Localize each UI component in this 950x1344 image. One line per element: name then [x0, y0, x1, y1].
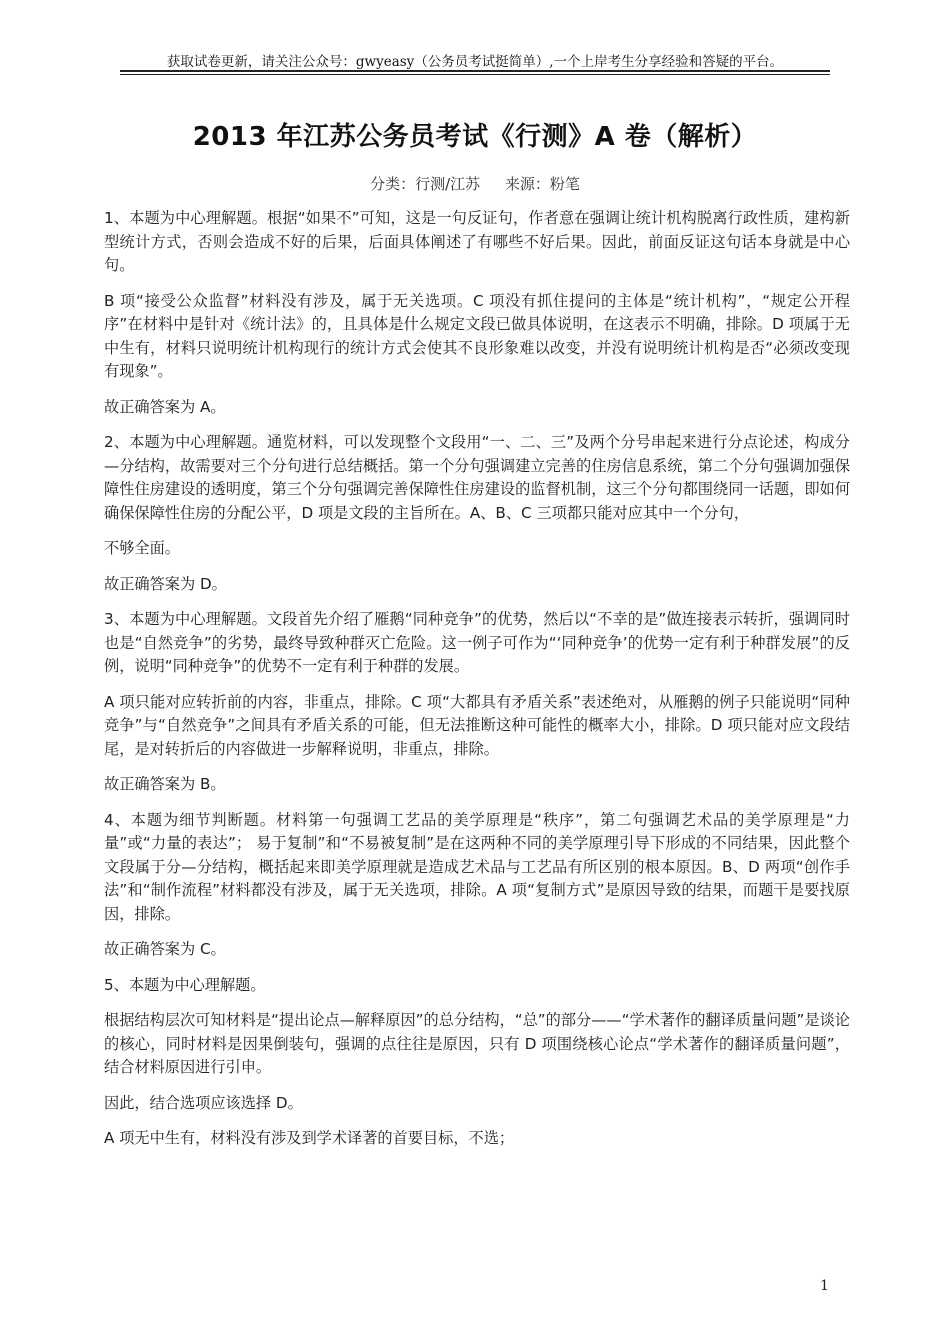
paragraph-q3-analysis: 3、本题为中心理解题。文段首先介绍了雁鹅“同种竞争”的优势，然后以“不幸的是”做连接表示转折，强调同时也是“自然竞争”的劣势，最终导致种群灭亡危险。这一例子可作为“‘同种竞争’的优势一定有利于种群发展”的反例，说明“同种竞争”的优势不一定有利于种群的发展。 [104, 610, 850, 675]
paragraph-q2-answer: 故正确答案为 D。 [104, 574, 227, 593]
meta-source: 来源：粉笔 [504, 175, 580, 193]
paragraph-q1-options: B 项“接受公众监督”材料没有涉及，属于无关选项。C 项没有抓住提问的主体是“统计机构”，“规定公开程序”在材料中是针对《统计法》的，且具体是什么规定文段已做具体说明，在这表示不明确，排除。D 项属于无中生有，材料只说明统计机构现行的统计方式会使其不良形象难以改变，并没有说明统计机构是否“必须改变现有现象”。 [104, 291, 850, 380]
meta-category: 分类：行测/江苏 [370, 175, 481, 193]
header-note: 获取试卷更新，请关注公众号：gwyeasy（公务员考试挺简单）,一个上岸考生分享经验和答疑的平台。 [166, 54, 784, 70]
header-rule-thick [120, 70, 830, 72]
paragraph-q4-analysis: 4、本题为细节判断题。材料第一句强调工艺品的美学原理是“秩序”，第二句强调艺术品的美学原理是“力量”或“力量的表达”； 易于复制”和“不易被复制”是在这两种不同的美学原理引导下形成的不同结果，因此整个文段属于分—分结构，概括起来即美学原理就是造成艺术品与工艺品有所区别的根本原因。B、D 两项“创作手法”和“制作流程”材料都没有涉及，属于无关选项，排除。A 项“复制方式”是原因导致的结果，而题干是要找原因，排除。 [104, 810, 850, 923]
document-body [104, 207, 850, 1163]
page-title: 2013 年江苏公务员考试《行测》A 卷（解析） [192, 122, 758, 152]
paragraph-q3-options: A 项只能对应转折前的内容，非重点，排除。C 项“大都具有矛盾关系”表述绝对，从雁鹅的例子只能说明“同种竞争”与“自然竞争”之间具有矛盾关系的可能，但无法推断这种可能性的概率大小，排除。D 项只能对应文段结尾，是对转折后的内容做进一步解释说明，非重点，排除。 [104, 692, 850, 758]
paragraph-q4-answer: 故正确答案为 C。 [104, 940, 226, 958]
paragraph-q5-analysis: 根据结构层次可知材料是“提出论点—解释原因”的总分结构，“总”的部分——“学术著作的翻译质量问题”是谈论的核心，同时材料是因果倒装句，强调的点往往是原因，只有 D 项围绕核心论点“学术著作的翻译质量问题”，结合材料原因进行引申。 [104, 1011, 850, 1076]
paragraph-q2-continued: 不够全面。 [104, 539, 180, 557]
paragraph-q1-answer: 故正确答案为 A。 [104, 397, 226, 416]
paragraph-q2-analysis: 2、本题为中心理解题。通览材料，可以发现整个文段用“一、二、三”及两个分号串起来进行分点论述，构成分—分结构，故需要对三个分句进行总结概括。第一个分句强调建立完善的住房信息系统，第二个分句强调加强保障性住房建设的透明度，第三个分句强调完善保障性住房建设的监督机制，这三个分句都围绕同一话题，即如何确保保障性住房的分配公平，D 项是文段的主旨所在。A、B、C 三项都只能对应其中一个分句， [104, 433, 850, 522]
page-number: 1 [820, 1278, 829, 1294]
document-meta [0, 173, 950, 194]
paragraph-q5-option-a: A 项无中生有，材料没有涉及到学术译著的首要目标，不选； [104, 1129, 515, 1147]
paragraph-q5-intro: 5、本题为中心理解题。 [104, 975, 266, 994]
paragraph-q1-analysis: 1、本题为中心理解题。根据“如果不”可知，这是一句反证句，作者意在强调让统计机构脱离行政性质，建构新型统计方式，否则会造成不好的后果，后面具体阐述了有哪些不好后果。因此，前面反证这句话本身就是中心句。 [104, 209, 850, 274]
paragraph-q3-answer: 故正确答案为 B。 [104, 775, 226, 793]
header-rule-thin [120, 74, 830, 75]
paragraph-q5-conclusion: 因此，结合选项应该选择 D。 [104, 1093, 303, 1112]
